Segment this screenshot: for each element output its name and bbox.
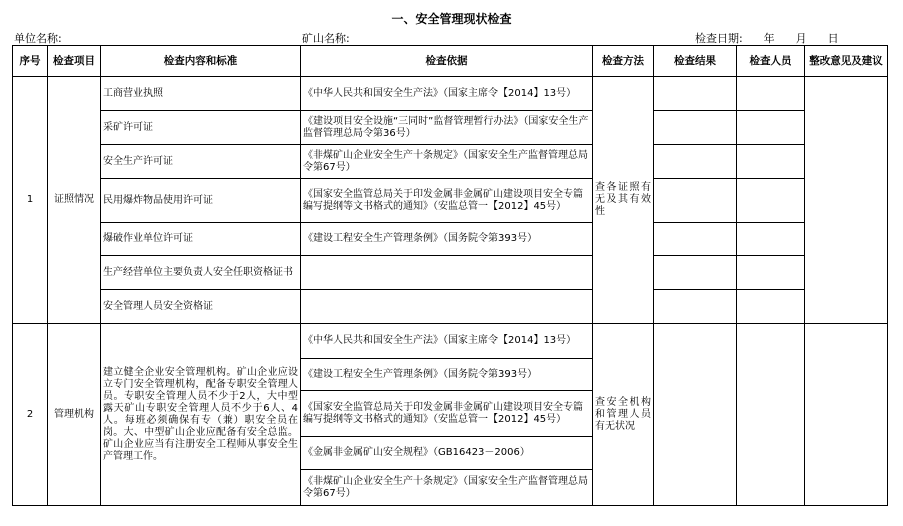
check-basis — [301, 256, 593, 290]
page-title: 一、安全管理现状检查 — [391, 12, 512, 26]
table-row — [13, 290, 888, 324]
inspector-cell[interactable] — [737, 145, 805, 179]
inspector-cell[interactable] — [737, 179, 805, 223]
suggestion-cell[interactable] — [805, 324, 888, 506]
suggestion-cell[interactable] — [805, 77, 888, 324]
check-basis: 《建设工程安全生产管理条例》（国务院令第393号） — [301, 359, 593, 391]
check-content: 采矿许可证 — [101, 111, 301, 145]
result-cell[interactable] — [654, 77, 737, 111]
check-basis: 《国家安全监管总局关于印发金属非金属矿山建设项目安全专篇编写提纲等文书格式的通知》（安监总管一【2012】45号） — [301, 179, 593, 223]
check-basis: 《中华人民共和国安全生产法》（国家主席令【2014】13号） — [301, 77, 593, 111]
check-content: 生产经营单位主要负责人安全任职资格证书 — [101, 256, 301, 290]
table-row — [13, 179, 888, 223]
result-cell[interactable] — [654, 145, 737, 179]
result-cell[interactable] — [654, 223, 737, 256]
header-content: 检查内容和标准 — [101, 46, 301, 77]
check-content: 爆破作业单位许可证 — [101, 223, 301, 256]
header-no: 序号 — [13, 46, 48, 77]
check-basis: 《金属非金属矿山安全规程》（GB16423－2006） — [301, 437, 593, 470]
check-basis: 《建设项目安全设施“三同时”监督管理暂行办法》（国家安全生产监督管理总局令第36号） — [301, 111, 593, 145]
header-basis: 检查依据 — [301, 46, 593, 77]
check-content: 工商营业执照 — [101, 77, 301, 111]
check-method: 查各证照有无及其有效性 — [593, 77, 654, 324]
table-row — [13, 223, 888, 256]
unit-name-label: 单位名称: — [14, 32, 62, 45]
table-row — [13, 111, 888, 145]
inspector-cell[interactable] — [737, 256, 805, 290]
check-item: 证照情况 — [48, 77, 101, 324]
inspector-cell[interactable] — [737, 324, 805, 506]
table-row — [13, 256, 888, 290]
check-content: 建立健全企业安全管理机构。矿山企业应设立专门安全管理机构，配备专职安全管理人员。专职安全管理人员不少于2人，大中型露天矿山专职安全管理人员不少于6人、4人。每班必须确保有专（兼）职安全员在岗。大、中型矿山企业应配备有安全总监。矿山企业应当有注册安全工程师从事安全生产管理工作。 — [101, 324, 301, 506]
check-basis: 《非煤矿山企业安全生产十条规定》（国家安全生产监督管理总局令第67号） — [301, 470, 593, 506]
check-basis: 《中华人民共和国安全生产法》（国家主席令【2014】13号） — [301, 324, 593, 359]
header-method: 检查方法 — [593, 46, 654, 77]
row-number: 2 — [13, 324, 48, 506]
inspection-table — [12, 45, 888, 506]
check-item: 管理机构 — [48, 324, 101, 506]
result-cell[interactable] — [654, 179, 737, 223]
inspector-cell[interactable] — [737, 111, 805, 145]
table-row — [13, 145, 888, 179]
inspector-cell[interactable] — [737, 223, 805, 256]
check-content: 民用爆炸物品使用许可证 — [101, 179, 301, 223]
check-basis: 《非煤矿山企业安全生产十条规定》（国家安全生产监督管理总局令第67号） — [301, 145, 593, 179]
check-basis — [301, 290, 593, 324]
check-basis: 《建设工程安全生产管理条例》（国务院令第393号） — [301, 223, 593, 256]
header-result: 检查结果 — [654, 46, 737, 77]
row-number: 1 — [13, 77, 48, 324]
check-content: 安全生产许可证 — [101, 145, 301, 179]
check-content: 安全管理人员安全资格证 — [101, 290, 301, 324]
result-cell[interactable] — [654, 324, 737, 506]
result-cell[interactable] — [654, 290, 737, 324]
table-row — [13, 77, 888, 111]
check-method: 查安全机构和管理人员有无状况 — [593, 324, 654, 506]
result-cell[interactable] — [654, 256, 737, 290]
table-row — [13, 324, 888, 359]
inspector-cell[interactable] — [737, 77, 805, 111]
header-item: 检查项目 — [48, 46, 101, 77]
inspector-cell[interactable] — [737, 290, 805, 324]
header-suggestion: 整改意见及建议 — [805, 46, 888, 77]
inspection-date-label: 检查日期: 年 月 日 — [695, 32, 839, 45]
mine-name-label: 矿山名称: — [302, 32, 350, 45]
check-basis: 《国家安全监管总局关于印发金属非金属矿山建设项目安全专篇编写提纲等文书格式的通知》（安监总管一【2012】45号） — [301, 391, 593, 437]
header-row — [13, 46, 888, 77]
result-cell[interactable] — [654, 111, 737, 145]
header-inspector: 检查人员 — [737, 46, 805, 77]
